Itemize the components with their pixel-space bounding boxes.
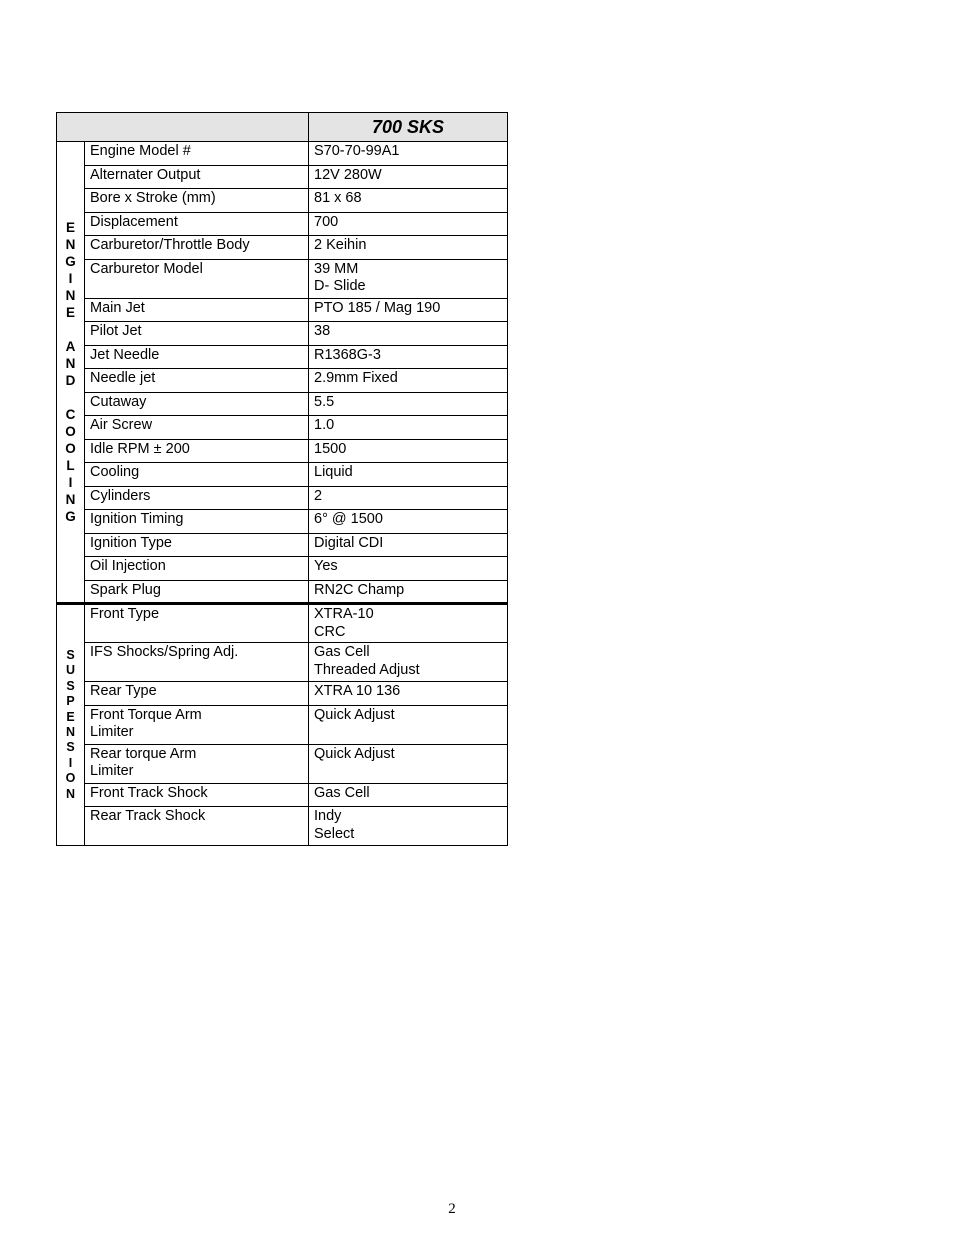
spec-label: Bore x Stroke (mm) [90,190,216,206]
table-row [57,533,508,557]
spec-value: Liquid [314,464,353,480]
spec-value: Indy [314,808,342,824]
spec-label: IFS Shocks/Spring Adj. [90,644,239,660]
spec-label: Cutaway [90,393,147,410]
spec-label-cell [85,463,309,487]
table-row [57,259,508,298]
spec-label-cell [85,557,309,581]
spec-value-cell [309,557,508,581]
section-label-letter: I [68,755,73,770]
spec-value-cell [309,322,508,346]
section-label-letter: U [65,663,76,678]
spec-value: S70-70-99A1 [314,143,400,159]
spec-label: Cooling [90,464,140,480]
section-label-letter: N [65,786,76,801]
spec-value: 700 [314,213,339,230]
spec-label-cell [85,486,309,510]
section-label-suspension [57,604,85,846]
spec-label: Ignition Timing [90,511,184,527]
spec-label: Rear torque Arm [90,745,197,762]
table-row [57,439,508,463]
table-row [57,557,508,581]
spec-value-cell [309,165,508,189]
table-row [57,643,508,682]
spec-label-cell [85,142,309,166]
spec-value: 1500 [314,440,347,457]
table-row [57,416,508,440]
spec-value-cell [309,259,508,298]
section-label-letter: E [66,709,75,724]
spec-value: 1.0 [314,417,335,433]
spec-label: Cylinders [90,487,151,504]
spec-label-cell [85,783,309,807]
spec-label: Spark Plug [90,581,161,598]
table-row [57,783,508,807]
spec-value-cell [309,682,508,706]
spec-value: Gas Cell [314,784,370,801]
spec-value-cell [309,236,508,260]
spec-label: Engine Model # [90,143,191,159]
spec-value: CRC [314,623,346,640]
spec-label-cell [85,744,309,783]
spec-value: Digital CDI [314,534,384,551]
section-label-letter: D [65,373,76,388]
spec-value: 6° @ 1500 [314,511,383,527]
section-label-letter: A [65,339,76,354]
spec-value-cell [309,533,508,557]
section-label-letter: O [65,424,76,439]
spec-label: Limiter [90,763,134,779]
spec-label-cell [85,705,309,744]
table-row [57,580,508,604]
spec-label-cell [85,533,309,557]
section-label-letter: S [66,740,75,755]
spec-label: Needle jet [90,370,156,386]
spec-value-cell [309,744,508,783]
table-row [57,322,508,346]
section-label-letter: E [65,305,75,320]
spec-label: Carburetor Model [90,260,203,277]
spec-label: Displacement [90,213,178,230]
section-label-letter: G [65,254,76,269]
table-row [57,682,508,706]
spec-table [56,112,508,846]
section-label-letter: E [65,220,75,235]
table-row [57,142,508,166]
spec-label: Jet Needle [90,346,160,363]
spec-value-cell [309,189,508,213]
section-label-letter: N [65,237,76,252]
spec-label-cell [85,259,309,298]
spec-value: XTRA 10 136 [314,683,401,699]
spec-value-cell [309,369,508,393]
spec-body [57,142,508,846]
spec-value-cell [309,604,508,643]
spec-value: Select [314,825,355,842]
spec-value: R1368G-3 [314,346,381,363]
spec-label-cell [85,416,309,440]
spec-label: Pilot Jet [90,323,142,339]
section-label-letter: I [68,271,73,286]
spec-value-cell [309,212,508,236]
spec-label-cell [85,604,309,643]
spec-label-cell [85,212,309,236]
spec-value: 12V 280W [314,166,382,183]
table-row [57,510,508,534]
spec-value-cell [309,486,508,510]
spec-value: Quick Adjust [314,706,395,723]
table-row [57,392,508,416]
spec-value: 2 Keihin [314,237,367,253]
spec-value-cell [309,705,508,744]
spec-label-cell [85,392,309,416]
table-row [57,298,508,322]
spec-label-cell [85,510,309,534]
spec-label: Front Track Shock [90,784,208,801]
table-row [57,463,508,487]
spec-label: Rear Type [90,683,157,699]
spec-label-cell [85,369,309,393]
spec-label: Limiter [90,724,134,740]
table-row [57,486,508,510]
spec-value-cell [309,807,508,846]
spec-value-cell [309,580,508,604]
section-label-letter: S [66,647,75,662]
section-label-letter: P [66,694,75,709]
spec-label-cell [85,322,309,346]
spec-label: Front Type [90,606,160,622]
spec-value: Yes [314,558,338,574]
spec-label-cell [85,298,309,322]
section-label-letter: O [65,771,76,786]
spec-label-cell [85,345,309,369]
spec-value: Threaded Adjust [314,661,420,678]
section-label-letter: N [65,288,76,303]
spec-value: Quick Adjust [314,745,395,762]
section-label-letter: O [65,441,76,456]
section-label-letter [57,321,84,338]
section-label-letter: S [66,678,75,693]
spec-value: 5.5 [314,393,335,410]
spec-label: Air Screw [90,417,153,433]
table-row [57,807,508,846]
table-row [57,604,508,643]
spec-value-cell [309,142,508,166]
section-label-letter [57,389,84,406]
spec-value-cell [309,392,508,416]
section-label-letter: C [65,407,76,422]
table-row [57,744,508,783]
spec-label: Main Jet [90,299,145,316]
spec-value: 81 x 68 [314,190,362,206]
spec-label: Carburetor/Throttle Body [90,237,250,253]
header-blank-cell [57,113,309,142]
spec-label-cell [85,807,309,846]
table-row [57,705,508,744]
table-row [57,236,508,260]
spec-value: 2.9mm Fixed [314,370,398,386]
spec-label-cell [85,189,309,213]
table-row [57,369,508,393]
spec-label: Front Torque Arm [90,706,202,723]
spec-value: PTO 185 / Mag 190 [314,299,441,316]
spec-label: Oil Injection [90,558,166,574]
spec-label-cell [85,165,309,189]
spec-value: XTRA-10 [314,606,374,622]
section-label-engine-and-cooling [57,142,85,604]
section-label-letter: L [66,458,75,473]
spec-value-cell [309,298,508,322]
spec-value-cell [309,510,508,534]
spec-label-cell [85,682,309,706]
spec-value: D- Slide [314,278,366,294]
spec-label-cell [85,580,309,604]
spec-value-cell [309,463,508,487]
table-row [57,189,508,213]
table-header-row [57,113,508,142]
table-row [57,165,508,189]
spec-value-cell [309,345,508,369]
table-row [57,212,508,236]
spec-value: 38 [314,323,331,339]
spec-value-cell [309,783,508,807]
spec-label-cell [85,643,309,682]
model-header: 700 SKS [309,113,508,142]
spec-label-cell [85,236,309,260]
spec-value-cell [309,416,508,440]
spec-label-cell [85,439,309,463]
spec-value-cell [309,439,508,463]
section-label-letter: N [65,356,76,371]
spec-value: 39 MM [314,260,359,277]
section-label-letter: N [65,725,76,739]
spec-value: 2 [314,487,323,504]
table-row [57,345,508,369]
spec-label: Ignition Type [90,534,172,551]
spec-value-cell [309,643,508,682]
spec-value: Gas Cell [314,644,370,660]
section-label-letter: I [68,475,73,490]
page-number: 2 [448,1201,456,1217]
section-label-letter: G [65,509,76,524]
spec-label: Rear Track Shock [90,808,206,824]
section-label-letter: N [65,492,76,507]
spec-label: Alternater Output [90,166,201,183]
spec-value: RN2C Champ [314,581,405,598]
spec-label: Idle RPM ± 200 [90,440,190,457]
